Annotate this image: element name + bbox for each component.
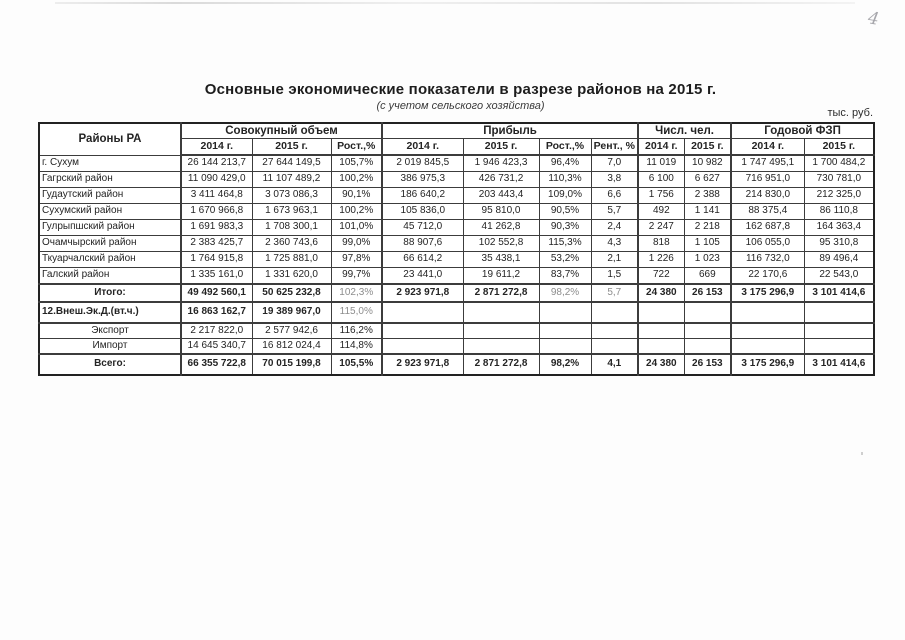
table-cell: 16 812 024,4 [252, 339, 331, 355]
table-cell: 98,2% [539, 354, 591, 375]
row-label: Галский район [39, 268, 181, 285]
table-row [39, 155, 874, 172]
table-cell [804, 302, 874, 323]
table-cell [804, 339, 874, 355]
table-cell: 35 438,1 [463, 252, 539, 268]
row-label: Итого: [39, 284, 181, 302]
table-cell: 110,3% [539, 172, 591, 188]
table-cell [463, 302, 539, 323]
table-cell: 24 380 [638, 284, 684, 302]
table-cell: 4,1 [591, 354, 638, 375]
table-cell: 70 015 199,8 [252, 354, 331, 375]
table-cell: 66 355 722,8 [181, 354, 252, 375]
table-cell [539, 339, 591, 355]
table-cell: 88 907,6 [382, 236, 463, 252]
table-cell: 50 625 232,8 [252, 284, 331, 302]
table-cell: 1 747 495,1 [731, 155, 804, 172]
table-cell: 2 247 [638, 220, 684, 236]
table-cell: 109,0% [539, 188, 591, 204]
table-cell: 26 153 [684, 284, 731, 302]
scan-speck [861, 452, 863, 455]
table-cell: 426 731,2 [463, 172, 539, 188]
table-cell: 2 360 743,6 [252, 236, 331, 252]
table-cell: 386 975,3 [382, 172, 463, 188]
table-cell: 66 614,2 [382, 252, 463, 268]
column-header: 2015 г. [804, 139, 874, 156]
table-cell: 6 100 [638, 172, 684, 188]
table-cell: 11 019 [638, 155, 684, 172]
table-cell: 115,3% [539, 236, 591, 252]
column-header: Рент., % [591, 139, 638, 156]
table-cell: 2 388 [684, 188, 731, 204]
table-cell: 105,7% [331, 155, 382, 172]
table-row [39, 172, 874, 188]
column-header: 2014 г. [382, 139, 463, 156]
table-cell [638, 339, 684, 355]
table-cell: 1,5 [591, 268, 638, 285]
table-cell [382, 339, 463, 355]
table-cell [463, 339, 539, 355]
column-header: 2014 г. [638, 139, 684, 156]
table-cell: 101,0% [331, 220, 382, 236]
document-subtitle: (с учетом сельского хозяйства) [376, 100, 545, 112]
table-cell: 83,7% [539, 268, 591, 285]
table-cell [684, 323, 731, 339]
table-cell: 105 836,0 [382, 204, 463, 220]
table-cell: 1 331 620,0 [252, 268, 331, 285]
table-cell: 1 141 [684, 204, 731, 220]
table-cell: 10 982 [684, 155, 731, 172]
table-cell: 2 923 971,8 [382, 284, 463, 302]
table-cell: 97,8% [331, 252, 382, 268]
column-header: 2015 г. [463, 139, 539, 156]
table-cell: 102 552,8 [463, 236, 539, 252]
table-cell [463, 323, 539, 339]
table-cell [804, 323, 874, 339]
table-cell: 2 383 425,7 [181, 236, 252, 252]
table-cell: 1 673 963,1 [252, 204, 331, 220]
corner-header: Районы РА [39, 123, 181, 155]
table-cell: 100,2% [331, 172, 382, 188]
table-cell: 2,4 [591, 220, 638, 236]
table-cell: 7,0 [591, 155, 638, 172]
table-cell [731, 339, 804, 355]
table-row [39, 220, 874, 236]
table-cell [539, 302, 591, 323]
document-title: Основные экономические показатели в разрезе районов на 2015 г. [204, 81, 717, 98]
column-header: Рост.,% [331, 139, 382, 156]
table-cell: 41 262,8 [463, 220, 539, 236]
table-row [39, 188, 874, 204]
row-label: г. Сухум [39, 155, 181, 172]
table-cell: 2 019 845,5 [382, 155, 463, 172]
table-cell: 214 830,0 [731, 188, 804, 204]
row-label: Всего: [39, 354, 181, 375]
row-label: 12.Внеш.Эк.Д.(вт.ч.) [39, 302, 181, 323]
table-cell: 1 700 484,2 [804, 155, 874, 172]
table-cell: 3 411 464,8 [181, 188, 252, 204]
row-label: Гудаутский район [39, 188, 181, 204]
table-cell: 2 577 942,6 [252, 323, 331, 339]
table-cell: 90,1% [331, 188, 382, 204]
table-cell: 1 023 [684, 252, 731, 268]
table-cell: 716 951,0 [731, 172, 804, 188]
table-cell: 95 810,0 [463, 204, 539, 220]
table-cell: 23 441,0 [382, 268, 463, 285]
table-cell [731, 323, 804, 339]
table-cell: 16 863 162,7 [181, 302, 252, 323]
table-cell: 6 627 [684, 172, 731, 188]
column-header: 2014 г. [731, 139, 804, 156]
table-cell: 203 443,4 [463, 188, 539, 204]
table-cell: 5,7 [591, 204, 638, 220]
table-cell: 164 363,4 [804, 220, 874, 236]
table-row [39, 268, 874, 285]
table-cell: 22 170,6 [731, 268, 804, 285]
table-cell [591, 302, 638, 323]
table-cell [731, 302, 804, 323]
row-label: Импорт [39, 339, 181, 355]
table-cell: 1 764 915,8 [181, 252, 252, 268]
table-cell: 89 496,4 [804, 252, 874, 268]
table-cell: 3,8 [591, 172, 638, 188]
indicators-table [38, 122, 875, 376]
table-cell: 11 090 429,0 [181, 172, 252, 188]
row-label: Экспорт [39, 323, 181, 339]
table-cell: 14 645 340,7 [181, 339, 252, 355]
table-cell: 2 218 [684, 220, 731, 236]
row-label: Сухумский район [39, 204, 181, 220]
table-cell [638, 302, 684, 323]
table-cell: 2 923 971,8 [382, 354, 463, 375]
table-cell: 45 712,0 [382, 220, 463, 236]
table-cell: 105,5% [331, 354, 382, 375]
row-label: Гулрыпшский район [39, 220, 181, 236]
table-cell [591, 323, 638, 339]
table-cell: 6,6 [591, 188, 638, 204]
table-row [39, 302, 874, 323]
table-cell: 116,2% [331, 323, 382, 339]
column-header: 2014 г. [181, 139, 252, 156]
handwritten-pencil-mark: 4 [866, 8, 881, 30]
table-cell: 162 687,8 [731, 220, 804, 236]
table-cell [638, 323, 684, 339]
table-cell: 2 871 272,8 [463, 354, 539, 375]
table-cell: 1 756 [638, 188, 684, 204]
scan-artifact-line [55, 2, 855, 4]
table-cell: 53,2% [539, 252, 591, 268]
table-cell: 22 543,0 [804, 268, 874, 285]
table-cell: 19 611,2 [463, 268, 539, 285]
table-cell: 1 725 881,0 [252, 252, 331, 268]
table-cell: 99,7% [331, 268, 382, 285]
table-body [39, 155, 874, 375]
table-cell [684, 339, 731, 355]
group-header-profit: Прибыль [382, 123, 638, 139]
table-cell: 212 325,0 [804, 188, 874, 204]
table-cell: 3 101 414,6 [804, 354, 874, 375]
table-cell: 116 732,0 [731, 252, 804, 268]
table-cell [591, 339, 638, 355]
table-cell: 1 691 983,3 [181, 220, 252, 236]
column-header: 2015 г. [684, 139, 731, 156]
table-cell: 669 [684, 268, 731, 285]
table-cell: 2 871 272,8 [463, 284, 539, 302]
table-row [39, 354, 874, 375]
table-cell: 96,4% [539, 155, 591, 172]
table-cell: 3 175 296,9 [731, 354, 804, 375]
table-cell: 11 107 489,2 [252, 172, 331, 188]
table-cell: 4,3 [591, 236, 638, 252]
table-row [39, 323, 874, 339]
column-header: Рост.,% [539, 139, 591, 156]
table-cell: 730 781,0 [804, 172, 874, 188]
table-cell: 1 708 300,1 [252, 220, 331, 236]
table-row [39, 236, 874, 252]
table-cell: 90,5% [539, 204, 591, 220]
table-cell: 100,2% [331, 204, 382, 220]
table-cell: 98,2% [539, 284, 591, 302]
table-cell: 818 [638, 236, 684, 252]
group-header-headcount: Числ. чел. [638, 123, 731, 139]
table-cell: 3 175 296,9 [731, 284, 804, 302]
table-cell: 1 226 [638, 252, 684, 268]
table-cell: 24 380 [638, 354, 684, 375]
table-cell: 49 492 560,1 [181, 284, 252, 302]
table-cell: 1 670 966,8 [181, 204, 252, 220]
table-cell: 186 640,2 [382, 188, 463, 204]
table-cell: 19 389 967,0 [252, 302, 331, 323]
table-cell: 99,0% [331, 236, 382, 252]
table-cell: 102,3% [331, 284, 382, 302]
table-cell: 1 105 [684, 236, 731, 252]
group-header-payroll: Годовой ФЗП [731, 123, 874, 139]
table-cell: 114,8% [331, 339, 382, 355]
table-cell: 86 110,8 [804, 204, 874, 220]
row-label: Очамчырский район [39, 236, 181, 252]
table-cell: 90,3% [539, 220, 591, 236]
table-cell [539, 323, 591, 339]
table-row [39, 284, 874, 302]
table-cell: 722 [638, 268, 684, 285]
table-cell: 1 946 423,3 [463, 155, 539, 172]
units-label: тыс. руб. [827, 107, 873, 119]
table-cell: 115,0% [331, 302, 382, 323]
table-cell: 1 335 161,0 [181, 268, 252, 285]
table-cell: 88 375,4 [731, 204, 804, 220]
table-cell: 26 153 [684, 354, 731, 375]
table-cell [684, 302, 731, 323]
table-cell: 5,7 [591, 284, 638, 302]
column-header: 2015 г. [252, 139, 331, 156]
table-row [39, 252, 874, 268]
table-cell: 2 217 822,0 [181, 323, 252, 339]
table-cell: 26 144 213,7 [181, 155, 252, 172]
table-row [39, 204, 874, 220]
table-cell: 492 [638, 204, 684, 220]
table-row [39, 339, 874, 355]
table-cell [382, 302, 463, 323]
table-cell: 95 310,8 [804, 236, 874, 252]
table-cell: 2,1 [591, 252, 638, 268]
table-cell [382, 323, 463, 339]
table-cell: 106 055,0 [731, 236, 804, 252]
group-header-volume: Совокупный объем [181, 123, 382, 139]
row-label: Ткуарчалский район [39, 252, 181, 268]
group-header-row [39, 123, 874, 139]
table-cell: 27 644 149,5 [252, 155, 331, 172]
table-cell: 3 073 086,3 [252, 188, 331, 204]
table-cell: 3 101 414,6 [804, 284, 874, 302]
row-label: Гагрский район [39, 172, 181, 188]
